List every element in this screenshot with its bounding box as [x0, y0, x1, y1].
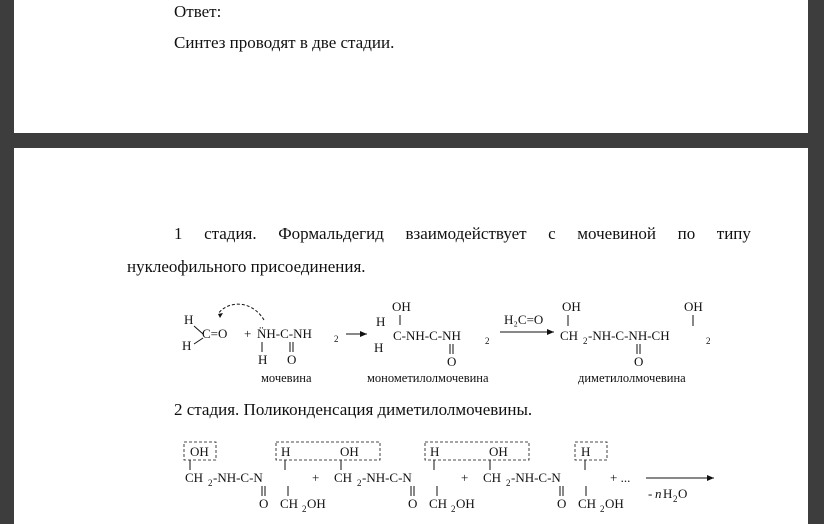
- caption-urea: мочевина: [261, 371, 312, 385]
- subscript-2: 2: [706, 336, 711, 346]
- caption-monomethylolurea: монометилолмочевина: [367, 371, 489, 385]
- mono-o: O: [447, 354, 457, 369]
- mono-h-top: H: [376, 314, 386, 329]
- ch2oh-oh: OH: [605, 496, 624, 511]
- carbonyl-o: O: [259, 496, 269, 511]
- word: с: [548, 224, 556, 243]
- minus-sign: -: [648, 486, 653, 501]
- mono-oh: OH: [392, 299, 411, 314]
- h-atom: H: [281, 444, 291, 459]
- oh-group: OH: [190, 444, 209, 459]
- mono-chain: C-NH-C-NH: [393, 328, 461, 343]
- reaction-scheme-stage2: [14, 436, 808, 524]
- reaction-scheme-stage1: [14, 296, 808, 388]
- arrowhead-icon: [547, 329, 554, 335]
- plus-sign: +: [461, 470, 469, 485]
- unit-1-chain: -NH-C-N: [213, 470, 263, 485]
- unit-1-ch: CH: [185, 470, 204, 485]
- h-atom: H: [430, 444, 440, 459]
- oh-group: OH: [489, 444, 508, 459]
- subscript-2: 2: [485, 336, 490, 346]
- water-h: H: [663, 486, 673, 501]
- word: стадия.: [204, 224, 257, 243]
- plus-sign: +: [244, 326, 252, 341]
- word: Формальдегид: [278, 224, 384, 243]
- caption-dimethylolurea: диметилолмочевина: [578, 371, 686, 385]
- word: типу: [716, 224, 751, 243]
- carbonyl-o: O: [408, 496, 418, 511]
- subscript-2: 2: [600, 504, 605, 514]
- subscript-2: 2: [583, 336, 588, 346]
- subscript-2: 2: [506, 478, 511, 488]
- subscript-2: 2: [208, 478, 213, 488]
- ch2oh-oh: OH: [456, 496, 475, 511]
- carbonyl-group: C=O: [202, 326, 228, 341]
- unit-3-chain: -NH-C-N: [511, 470, 561, 485]
- formaldehyde-h-bottom: H: [182, 338, 192, 353]
- dashed-box: [276, 442, 380, 460]
- word: взаимодействует: [405, 224, 527, 243]
- ch2oh-ch: CH: [280, 496, 299, 511]
- oh-group: OH: [340, 444, 359, 459]
- arrowhead-icon: [707, 475, 714, 481]
- subscript-2: 2: [357, 478, 362, 488]
- reagent-label: H₂C=O: [504, 312, 544, 327]
- formaldehyde-h-top: H: [184, 312, 194, 327]
- subscript-2: 2: [334, 334, 339, 344]
- dashed-box: [425, 442, 529, 460]
- carbonyl-o: O: [557, 496, 567, 511]
- stage1-paragraph-line1: [174, 224, 751, 244]
- document-page-1: [14, 0, 808, 133]
- ch2oh-oh: OH: [307, 496, 326, 511]
- dashed-box: [575, 442, 607, 460]
- urea-chain: N̈H-C-NH: [257, 326, 312, 341]
- urea-h: H: [258, 352, 268, 367]
- ch2oh-ch: CH: [578, 496, 597, 511]
- arrowhead-icon: [218, 313, 223, 318]
- unit-2-ch: CH: [334, 470, 353, 485]
- unit-3-ch: CH: [483, 470, 502, 485]
- n-coefficient: n: [655, 486, 662, 501]
- ch2oh-ch: CH: [429, 496, 448, 511]
- subscript-2: 2: [673, 494, 678, 504]
- stage1-paragraph-line2: нуклеофильного присоединения.: [127, 257, 366, 276]
- plus-sign: +: [312, 470, 320, 485]
- unit-2-chain: -NH-C-N: [362, 470, 412, 485]
- di-chain-start: CH: [560, 328, 579, 343]
- di-oh-right: OH: [684, 299, 703, 314]
- di-oh-left: OH: [562, 299, 581, 314]
- answer-label: Ответ:: [174, 2, 222, 21]
- word: 1: [174, 224, 183, 243]
- stage2-paragraph: 2 стадия. Поликонденсация диметилолмочевины.: [174, 400, 533, 419]
- word: мочевиной: [577, 224, 657, 243]
- curved-arrow-icon: [218, 304, 264, 320]
- urea-o: O: [287, 352, 297, 367]
- subscript-2: 2: [451, 504, 456, 514]
- water-o: O: [678, 486, 688, 501]
- word: по: [677, 224, 696, 243]
- tail-ellipsis: + ...: [610, 470, 631, 485]
- h-atom: H: [581, 444, 591, 459]
- document-page-2: [14, 148, 808, 524]
- mono-h-bottom: H: [374, 340, 384, 355]
- subscript-2: 2: [302, 504, 307, 514]
- di-chain-end: -NH-C-NH-CH: [588, 328, 670, 343]
- di-o: O: [634, 354, 644, 369]
- answer-text: Синтез проводят в две стадии.: [174, 33, 395, 52]
- arrowhead-icon: [360, 331, 367, 337]
